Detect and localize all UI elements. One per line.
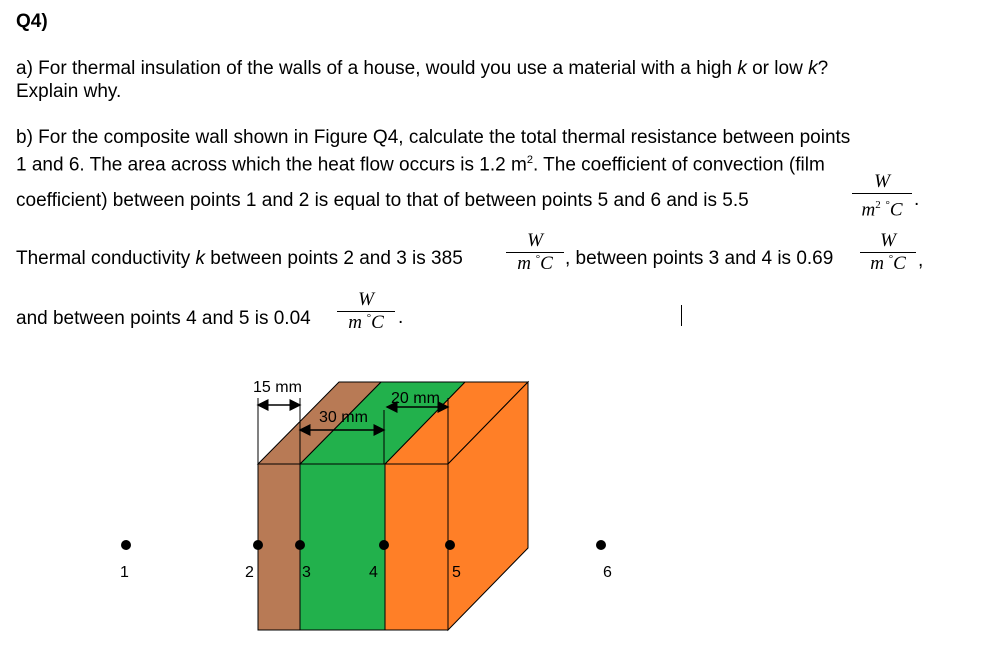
unit-denominator: m °C: [348, 312, 384, 333]
point-3-dot: [295, 540, 305, 550]
point-6-dot: [596, 540, 606, 550]
point-1-label: 1: [120, 564, 129, 581]
unit-denominator: $m^2$ °C: [861, 199, 903, 221]
point-2-label: 2: [245, 564, 254, 581]
part-b-line2-text: 1 and 6. The area across which the heat flow occurs is 1.2 m: [16, 154, 527, 176]
k-symbol: k: [737, 58, 747, 79]
part-b-line4b: , between points 3 and 4 is 0.69: [565, 248, 834, 269]
area-exponent: 2: [526, 154, 533, 166]
point-1-dot: [121, 540, 131, 550]
point-2-dot: [253, 540, 263, 550]
unit-denominator: m °C: [517, 253, 553, 274]
layer1-front: [258, 464, 300, 630]
question-label: Q4): [16, 11, 48, 32]
part-a-text-1: a) For thermal insulation of the walls of a house, would you use a material with a high: [16, 58, 738, 79]
part-b-line5: and between points 4 and 5 is 0.04: [16, 308, 311, 329]
unit-denominator: m °C: [870, 253, 906, 274]
part-a-text-2: or low: [746, 58, 809, 79]
part-a-line2: Explain why.: [16, 81, 122, 102]
comma: ,: [918, 250, 924, 271]
layer2-front: [300, 464, 385, 630]
point-3-label: 3: [302, 564, 311, 581]
point-5-dot: [445, 540, 455, 550]
k-symbol: k: [808, 58, 818, 79]
part-b-line3: coefficient) between points 1 and 2 is equal to that of between points 5 and 6 and is 5.5: [16, 190, 749, 211]
unit-numerator: W: [880, 230, 896, 251]
period: .: [914, 189, 920, 210]
unit-numerator: W: [874, 171, 890, 192]
period: .: [398, 307, 404, 328]
point-5-label: 5: [452, 564, 461, 581]
dim-15mm-label: 15 mm: [253, 379, 302, 396]
point-4-label: 4: [369, 564, 378, 581]
unit-numerator: W: [527, 230, 543, 251]
point-4-dot: [379, 540, 389, 550]
part-a-text-3: ?: [817, 58, 829, 79]
layer3-front: [385, 464, 448, 630]
line4-text: Thermal conductivity: [16, 248, 196, 269]
part-b-line1: b) For the composite wall shown in Figure Q4, calculate the total thermal resistance between points: [16, 127, 851, 148]
dim-30mm-label: 30 mm: [319, 409, 368, 426]
line4-mid: between points 2 and 3 is 385: [205, 248, 463, 269]
point-6-label: 6: [603, 564, 612, 581]
unit-numerator: W: [358, 289, 374, 310]
k-symbol: k: [195, 248, 206, 269]
part-b-line2-end: . The coefficient of convection (film: [532, 154, 825, 176]
dim-20mm-label: 20 mm: [391, 390, 440, 407]
